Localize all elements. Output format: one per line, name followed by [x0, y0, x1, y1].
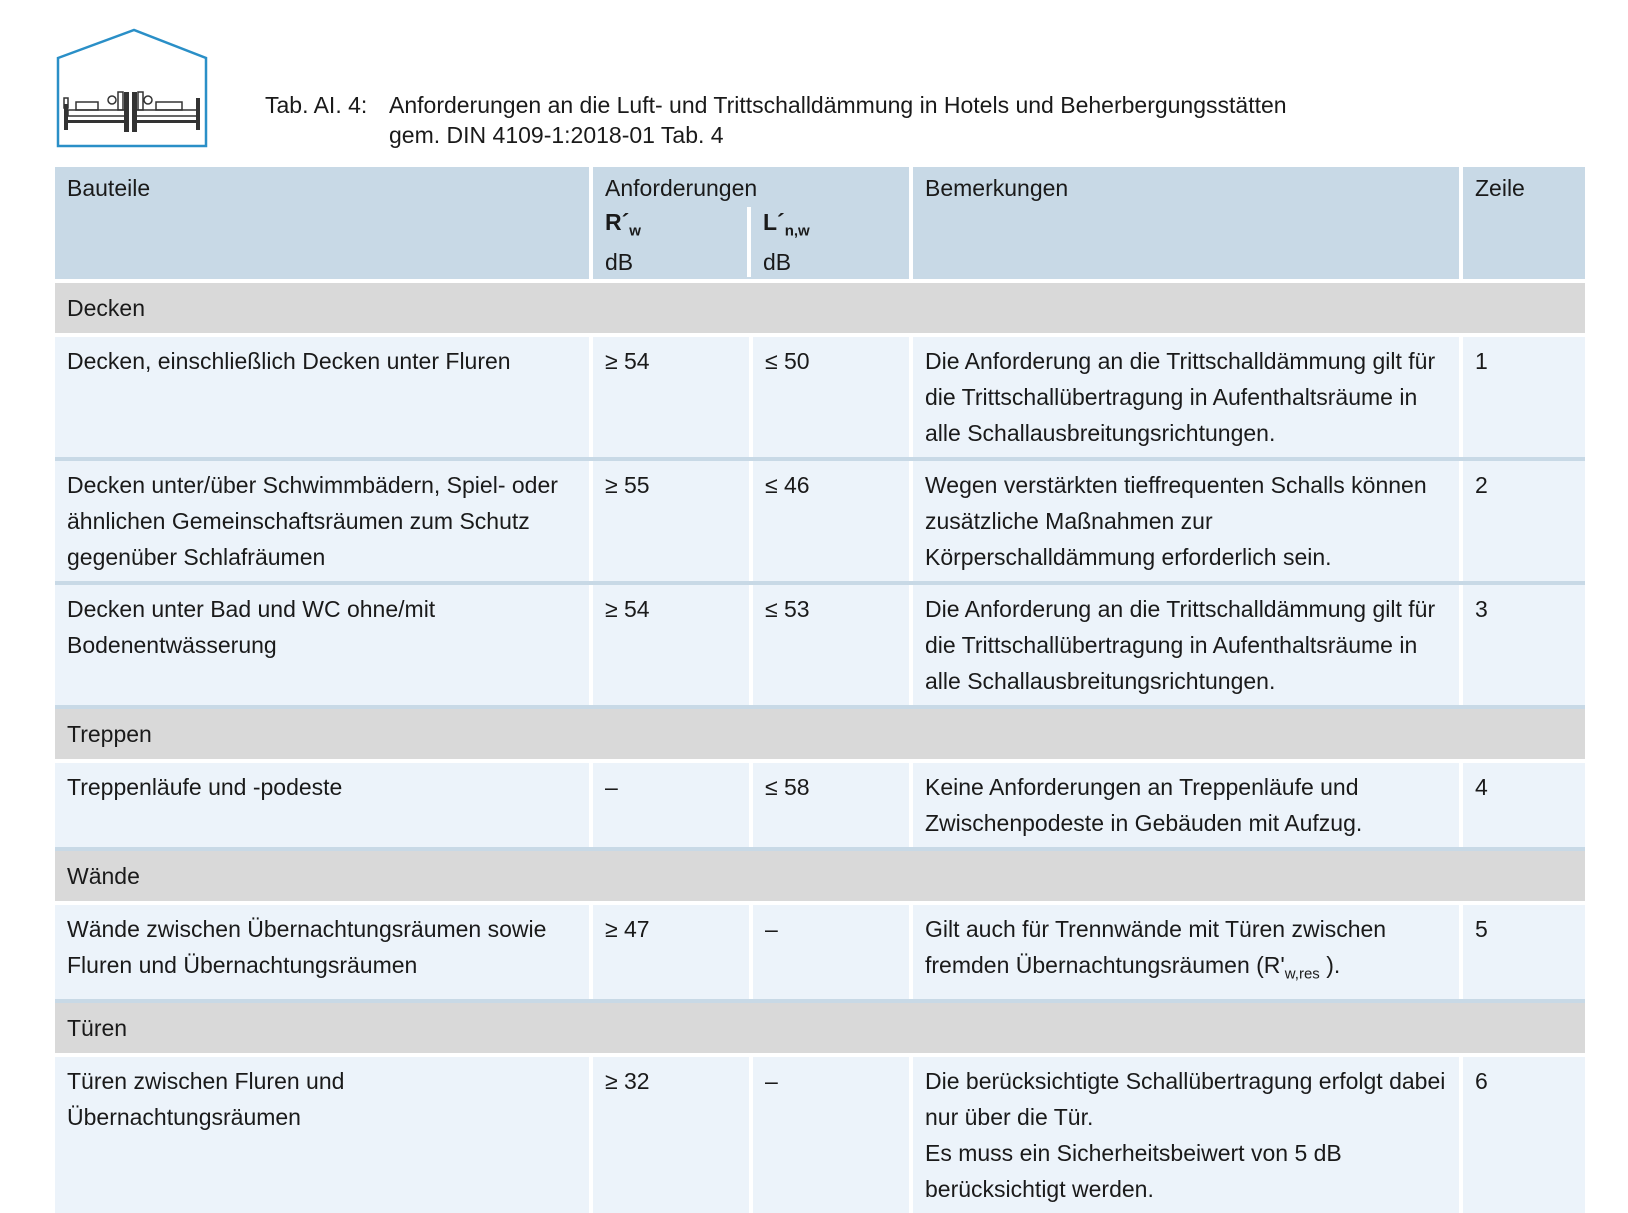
cell-bemerkung — [911, 903, 1461, 1001]
cell-rw: ≥ 54 — [591, 335, 751, 459]
header-rw-unit: dB — [605, 248, 634, 275]
cell-bemerkung: Keine Anforderungen an Treppenläufe und Zwischenpodeste in Gebäuden mit Aufzug. — [911, 761, 1461, 849]
cell-bemerkung — [911, 1055, 1461, 1213]
cell-bemerkung-text-2: Es muss ein Sicherheitsbeiwert von 5 dB berücksichtigt werden. — [925, 1139, 1342, 1202]
cell-zeile: 1 — [1461, 335, 1585, 459]
header-ln-sub: n,w — [784, 222, 810, 240]
cell-rw: ≥ 32 — [591, 1055, 751, 1213]
cell-bemerkung: Wegen verstärkten tieffrequenten Schalls können zusätzliche Maßnahmen zur Körperschalldämmung erforderlich sein. — [911, 459, 1461, 583]
cell-bemerkung: Die Anforderung an die Trittschalldämmung gilt für die Trittschallübertragung in Aufenthaltsräume in alle Schallausbreitungsrichtungen. — [911, 335, 1461, 459]
header-rw-sub: w — [629, 222, 641, 240]
cell-ln: ≤ 50 — [751, 335, 911, 459]
section-label: Treppen — [55, 707, 1585, 761]
section-label: Türen — [55, 1001, 1585, 1055]
section-row-treppen — [55, 707, 1585, 761]
cell-zeile: 3 — [1461, 583, 1585, 707]
table-row — [55, 459, 1585, 583]
table-row — [55, 903, 1585, 1001]
cell-bauteil: Wände zwischen Übernachtungsräumen sowie Fluren und Übernachtungsräumen — [55, 903, 591, 1001]
cell-zeile: 4 — [1461, 761, 1585, 849]
cell-zeile: 5 — [1461, 903, 1585, 1001]
cell-rw: ≥ 55 — [591, 459, 751, 583]
cell-ln: ≤ 46 — [751, 459, 911, 583]
cell-bemerkung-text: Die berücksichtigte Schallübertragung erfolgt dabei nur über die Tür. — [925, 1067, 1446, 1130]
section-row-tueren — [55, 1001, 1585, 1055]
header-ln-symbol: L´ — [763, 209, 785, 235]
table-row — [55, 335, 1585, 459]
table-row — [55, 1055, 1585, 1213]
caption-title — [389, 90, 1287, 150]
cell-bauteil: Decken unter Bad und WC ohne/mit Bodenentwässerung — [55, 583, 591, 707]
table-row — [55, 761, 1585, 849]
header-anforderungen-title: Anforderungen — [605, 175, 758, 201]
header-bemerkungen: Bemerkungen — [911, 167, 1461, 281]
section-row-decken — [55, 281, 1585, 335]
cell-bauteil: Decken, einschließlich Decken unter Fluren — [55, 335, 591, 459]
header-rw-symbol: R´ — [605, 209, 630, 235]
cell-rw: ≥ 47 — [591, 903, 751, 1001]
cell-ln: ≤ 58 — [751, 761, 911, 849]
cell-ln: – — [751, 903, 911, 1001]
cell-bemerkung: Die Anforderung an die Trittschalldämmung gilt für die Trittschallübertragung in Aufenthaltsräume in alle Schallausbreitungsrichtungen. — [911, 583, 1461, 707]
cell-ln: ≤ 53 — [751, 583, 911, 707]
header-ln — [751, 207, 909, 277]
cell-rw: – — [591, 761, 751, 849]
cell-zeile: 6 — [1461, 1055, 1585, 1213]
cell-zeile: 2 — [1461, 459, 1585, 583]
cell-bemerkung-text: Gilt auch für Trennwände mit Türen zwischen fremden Übernachtungsräumen (R' — [925, 916, 1387, 978]
table-row — [55, 583, 1585, 707]
cell-bauteil: Türen zwischen Fluren und Übernachtungsräumen — [55, 1055, 591, 1213]
hotel-bed-icon — [56, 28, 214, 148]
cell-ln: – — [751, 1055, 911, 1213]
section-label: Decken — [55, 281, 1585, 335]
header-rw — [593, 207, 751, 277]
caption-title-line1: Anforderungen an die Luft- und Trittschalldämmung in Hotels und Beherbergungsstätten — [389, 92, 1287, 118]
cell-bemerkung-end: ). — [1319, 952, 1341, 978]
header-ln-unit: dB — [763, 248, 792, 275]
header-bauteile: Bauteile — [55, 167, 591, 281]
section-label: Wände — [55, 849, 1585, 903]
cell-bemerkung-sub: w,res — [1284, 965, 1320, 983]
caption-title-line2: gem. DIN 4109-1:2018-01 Tab. 4 — [389, 122, 724, 148]
cell-bauteil: Decken unter/über Schwimmbädern, Spiel- oder ähnlichen Gemeinschaftsräumen zum Schutz gegenüber Schlafräumen — [55, 459, 591, 583]
cell-bauteil: Treppenläufe und -podeste — [55, 761, 591, 849]
header-anforderungen — [591, 167, 911, 281]
caption-number: Tab. AI. 4: — [265, 92, 368, 118]
table-header-row — [55, 167, 1585, 281]
requirements-table — [55, 167, 1585, 1213]
cell-rw: ≥ 54 — [591, 583, 751, 707]
section-row-waende — [55, 849, 1585, 903]
header-zeile: Zeile — [1461, 167, 1585, 281]
